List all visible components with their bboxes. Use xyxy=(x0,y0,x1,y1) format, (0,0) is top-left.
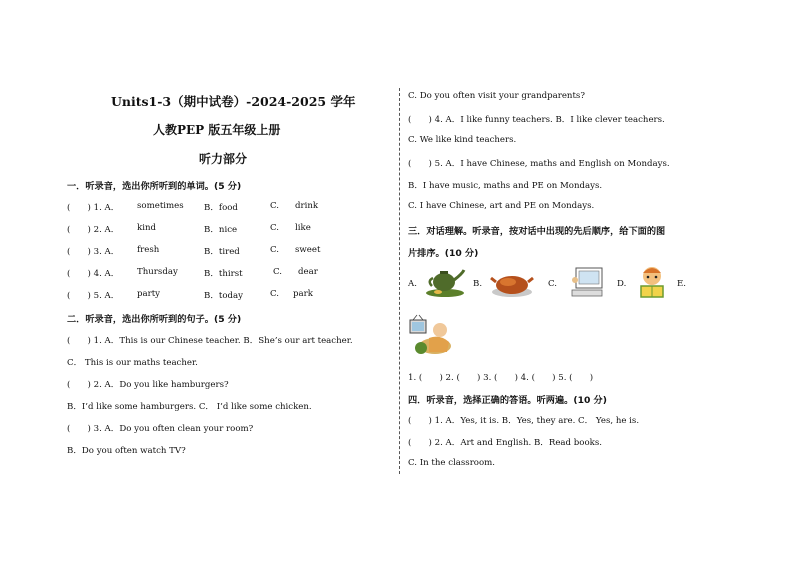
s4-line-2: ( ) 2. A．Art and English. B．Read books. xyxy=(408,438,602,448)
pic-label-d: D. xyxy=(617,279,627,289)
s4-line-3: C. In the classroom. xyxy=(408,458,496,468)
part-title: 听力部分 xyxy=(199,152,248,166)
s1-option-c: park xyxy=(293,289,313,299)
r-line-1: C. Do you often visit your grandparents? xyxy=(408,91,585,101)
r-line-4: ( ) 5. A．I have Chinese, maths and English on Mondays. xyxy=(408,159,670,169)
s1-option-c: like xyxy=(295,223,311,233)
s1-option-c-label: C. xyxy=(270,245,280,255)
s1-option-a: party xyxy=(137,289,161,299)
s2-line-6: B．Do you often watch TV? xyxy=(67,446,186,456)
pic-label-a: A. xyxy=(408,279,417,289)
s1-option-c-label: C. xyxy=(270,223,280,233)
grandpa-tv-icon xyxy=(407,312,453,356)
s1-option-a: Thursday xyxy=(137,267,178,277)
roast-chicken-icon xyxy=(490,268,534,298)
s1-row-number: ( ) 4. A． xyxy=(67,269,120,279)
r-line-2: ( ) 4. A．I like funny teachers. B．I like clever teachers. xyxy=(408,115,665,125)
girl-reading-icon xyxy=(633,265,671,299)
s1-row-number: ( ) 3. A． xyxy=(67,247,120,257)
pic-label-e: E. xyxy=(677,279,687,289)
s1-option-b: B．thirst xyxy=(204,269,243,279)
s1-option-c: drink xyxy=(295,201,319,211)
s1-option-a: sometimes xyxy=(137,201,184,211)
computer-icon xyxy=(570,266,604,298)
r-line-6: C. I have Chinese, art and PE on Mondays. xyxy=(408,201,595,211)
s1-option-c: dear xyxy=(298,267,318,277)
s1-row-2 xyxy=(67,223,311,235)
s1-row-5 xyxy=(67,289,313,301)
s2-line-2: C． This is our maths teacher. xyxy=(67,358,198,368)
s1-row-number: ( ) 1. A． xyxy=(67,203,120,213)
s2-line-5: ( ) 3. A．Do you often clean your room? xyxy=(67,424,254,434)
s1-option-b: B．nice xyxy=(204,225,238,235)
s1-option-c: sweet xyxy=(295,245,321,255)
page-title: Units1-3（期中试卷）-2024-2025 学年 xyxy=(111,94,356,109)
order-answer-line: 1. ( ) 2. ( ) 3. ( ) 4. ( ) 5. ( ) xyxy=(408,373,594,383)
s1-option-b: B．today xyxy=(204,291,244,301)
section1-heading: 一．听录音，选出你所听到的单词。(5 分) xyxy=(67,181,242,192)
s1-row-1 xyxy=(67,201,319,213)
s2-line-4: B．I’d like some hamburgers. C． I’d like some chicken. xyxy=(67,402,312,412)
section2-heading: 二．听录音，选出你所听到的句子。(5 分) xyxy=(67,314,242,325)
s4-line-1: ( ) 1. A．Yes, it is. B．Yes, they are. C． Yes, he is. xyxy=(408,416,640,426)
pic-label-b: B. xyxy=(473,279,483,289)
s1-option-b: B．tired xyxy=(204,247,240,257)
s1-option-a: kind xyxy=(137,223,156,233)
s1-option-a: fresh xyxy=(137,245,160,255)
pic-label-c: C. xyxy=(548,279,558,289)
r-line-5: B．I have music, maths and PE on Mondays. xyxy=(408,181,603,191)
section3-heading-cont: 片排序。(10 分) xyxy=(408,248,479,259)
s1-option-c-label: C. xyxy=(273,267,283,277)
page-subtitle: 人教PEP 版五年级上册 xyxy=(153,123,281,137)
section3-heading: 三．对话理解。听录音，按对话中出现的先后顺序，给下面的图 xyxy=(408,226,666,237)
s1-option-b: B．food xyxy=(204,203,238,213)
s1-row-3 xyxy=(67,245,321,257)
column-divider xyxy=(399,88,401,474)
s1-option-c-label: C. xyxy=(270,201,280,211)
s2-line-3: ( ) 2. A．Do you like hamburgers? xyxy=(67,380,229,390)
section4-heading: 四．听录音，选择正确的答语。听两遍。(10 分) xyxy=(408,395,607,406)
r-line-3: C. We like kind teachers. xyxy=(408,135,517,145)
s1-row-number: ( ) 2. A． xyxy=(67,225,120,235)
s2-line-1: ( ) 1. A．This is our Chinese teacher. B．She’s our art teacher. xyxy=(67,336,353,346)
s1-row-4 xyxy=(67,267,318,279)
s1-option-c-label: C. xyxy=(270,289,280,299)
s1-row-number: ( ) 5. A． xyxy=(67,291,120,301)
teapot-icon xyxy=(424,266,466,298)
